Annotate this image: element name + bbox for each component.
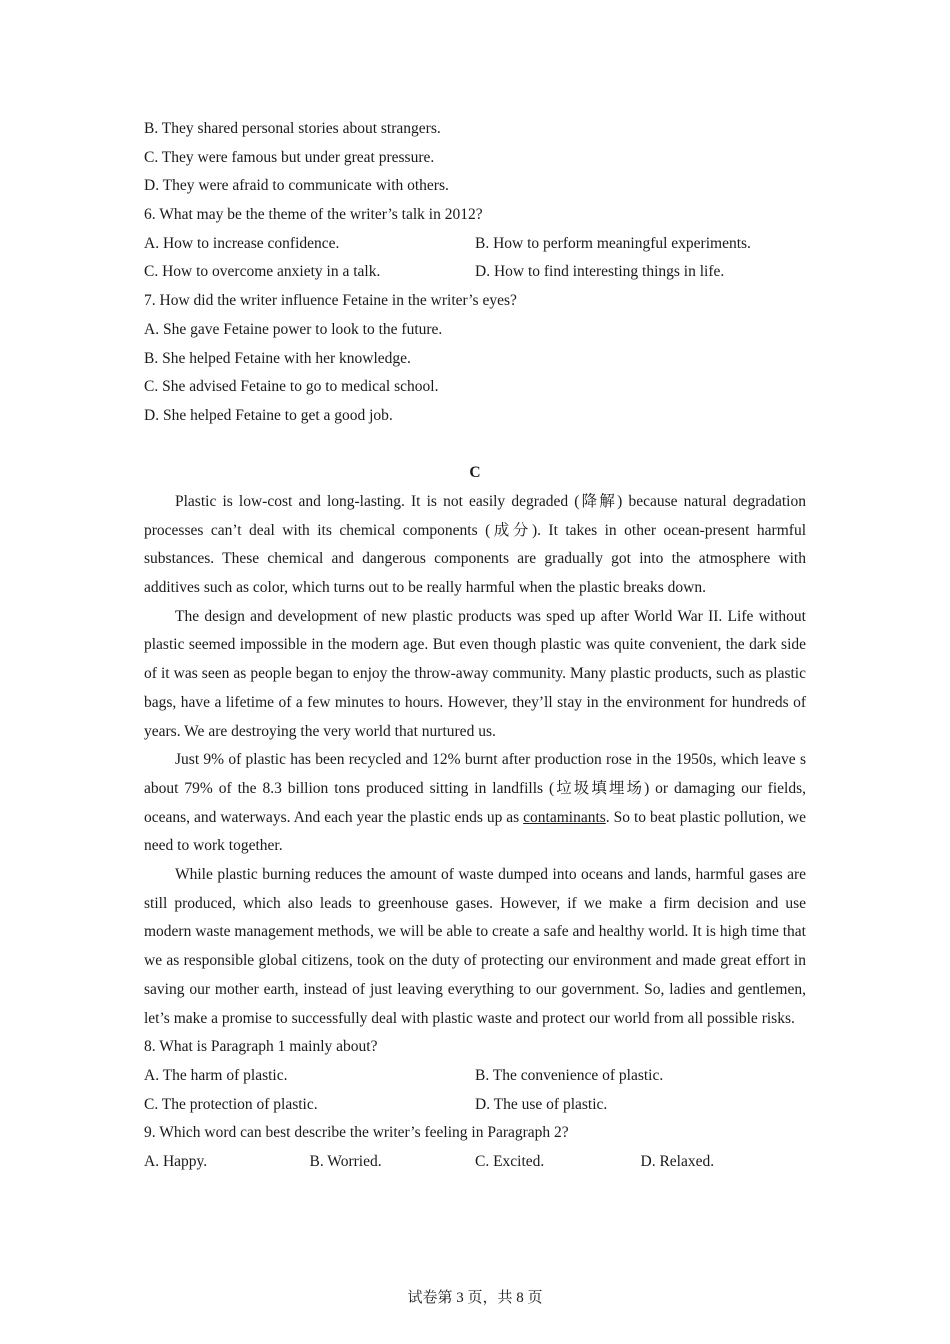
paragraph-3-text-after: . So to beat plastic pollution, we need to work together.: [144, 808, 806, 855]
q8-options-row1: [144, 1062, 806, 1091]
q6-options-row2: [144, 258, 806, 287]
exam-page: [144, 115, 806, 1177]
passage-c-paragraph-1: Plastic is low-cost and long-lasting. It is not easily degraded (降解) because natural degradation processes can’t deal with its chemical components (成分). It takes in other ocean-present harmful substances. These chemical and dangerous components are gradually got into the atmosphere with additives such as color, which turns out to be really harmful when the plastic breaks down.: [144, 492, 806, 597]
q9-option-d: D. Relaxed.: [640, 1153, 715, 1171]
q5-option-c: C. They were famous but under great pressure.: [144, 148, 435, 166]
q8-stem: 8. What is Paragraph 1 mainly about?: [144, 1038, 378, 1056]
q8-options-row2: [144, 1091, 806, 1120]
q9-option-c: C. Excited.: [475, 1153, 545, 1171]
q9-option-a: A. Happy.: [144, 1153, 208, 1171]
page-footer: 试卷第 3 页，共 8 页: [407, 1290, 543, 1306]
passage-c-title: C: [469, 464, 481, 482]
q8-option-d: D. The use of plastic.: [475, 1095, 608, 1113]
underlined-word-contaminants: contaminants: [523, 808, 606, 826]
q8-option-c: C. The protection of plastic.: [144, 1095, 318, 1113]
paragraph-3-text-before: Just 9% of plastic has been recycled and 12% burnt after production rose in the 1950s, which leave s about 79% of the 8.3 billion tons produced sitting in landfills (垃圾填埋场) or damaging our fields, oceans, and waterways. And each year the plastic ends up as: [144, 751, 806, 826]
q7-option-d: D. She helped Fetaine to get a good job.: [144, 406, 393, 424]
q7-option-b: B. She helped Fetaine with her knowledge.: [144, 349, 411, 367]
passage-c-paragraph-4: While plastic burning reduces the amount of waste dumped into oceans and lands, harmful gases are still produced, which also leads to greenhouse gases. However, if we make a firm decision and use modern waste management methods, we will be able to create a safe and healthy world. It is high time that we as responsible global citizens, took on the duty of protecting our environment and made great effort in saving our mother earth, instead of just leaving everything to our government. So, ladies and gentlemen, let’s make a promise to successfully deal with plastic waste and protect our world from all possible risks.: [144, 866, 806, 1027]
q6-options-row1: [144, 230, 806, 259]
q7-option-a: A. She gave Fetaine power to look to the future.: [144, 320, 443, 338]
passage-c-paragraph-2: The design and development of new plastic products was sped up after World War II. Life without plastic seemed impossible in the modern age. But even though plastic was quite convenient, the dark side of it was seen as people began to enjoy the throw-away community. Many plastic products, such as plastic bags, have a lifetime of a few minutes to hours. However, they’ll stay in the environment for hundreds of years. We are destroying the very world that nurtured us.: [144, 607, 806, 740]
q9-stem: 9. Which word can best describe the writer’s feeling in Paragraph 2?: [144, 1124, 569, 1142]
q6-stem: 6. What may be the theme of the writer’s talk in 2012?: [144, 206, 483, 224]
q8-option-b: B. The convenience of plastic.: [475, 1066, 664, 1084]
q5-option-b: B. They shared personal stories about strangers.: [144, 120, 441, 137]
q6-option-a: A. How to increase confidence.: [144, 234, 340, 252]
q7-option-c: C. She advised Fetaine to go to medical school.: [144, 378, 439, 396]
q6-option-c: C. How to overcome anxiety in a talk.: [144, 263, 381, 281]
q8-option-a: A. The harm of plastic.: [144, 1066, 288, 1084]
passage-c-paragraph-3: [144, 746, 806, 861]
q9-options-row: [144, 1148, 806, 1177]
q6-option-b: B. How to perform meaningful experiments.: [475, 234, 751, 252]
q6-option-d: D. How to find interesting things in life.: [475, 263, 725, 281]
q5-option-d: D. They were afraid to communicate with others.: [144, 177, 449, 195]
q9-option-b: B. Worried.: [309, 1153, 382, 1171]
q7-stem: 7. How did the writer influence Fetaine in the writer’s eyes?: [144, 292, 517, 310]
